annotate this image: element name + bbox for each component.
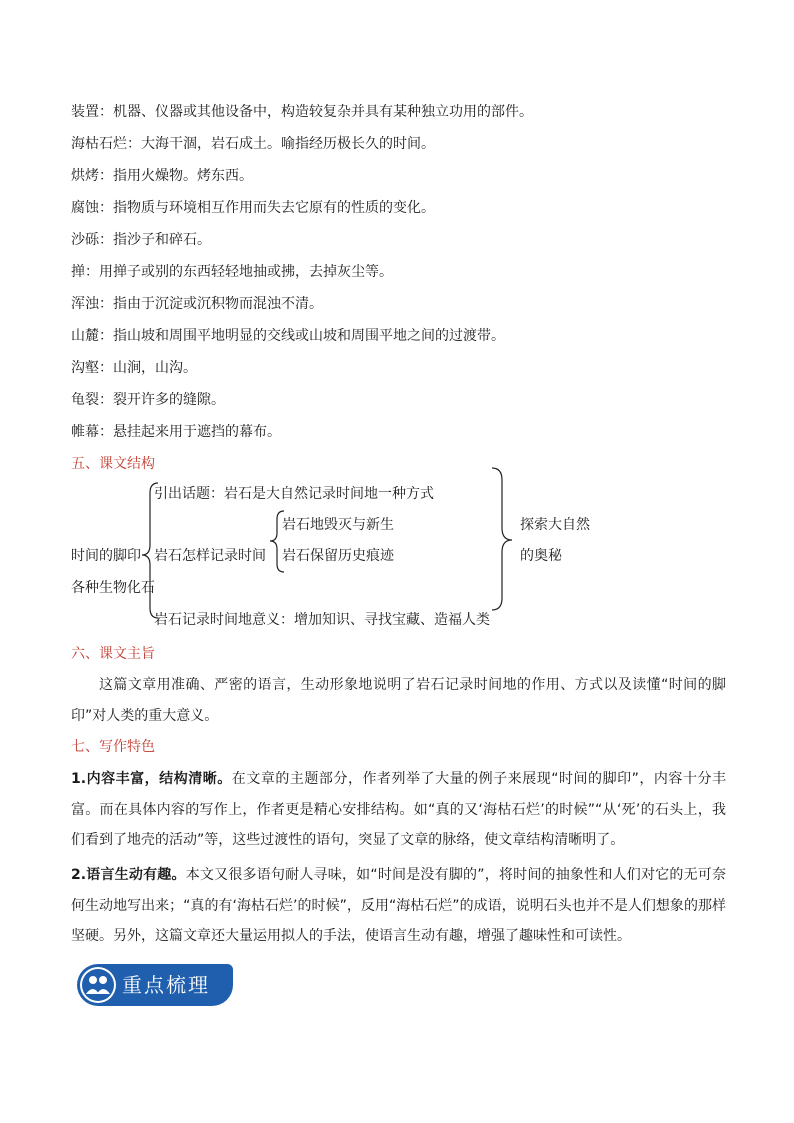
definition-item: 山麓：指山坡和周围平地明显的交线或山坡和周围平地之间的过渡带。	[71, 328, 505, 344]
definition-item: 烘烤：指用火燥物。烤东西。	[71, 168, 253, 184]
section-heading-features: 七、写作特色	[71, 739, 155, 755]
feature-paragraph-2	[71, 860, 726, 952]
feature-2-heading: 2.语言生动有趣。	[71, 867, 186, 883]
definition-item: 浑浊：指由于沉淀或沉积物而混浊不清。	[71, 296, 323, 312]
definition-item: 帷幕：悬挂起来用于遮挡的幕布。	[71, 424, 281, 440]
feature-1-heading: 1.内容丰富，结构清晰。	[71, 771, 232, 787]
definition-item: 沟壑：山涧，山沟。	[71, 360, 197, 376]
structure-branch-how: 岩石怎样记录时间	[154, 548, 266, 564]
definition-item: 海枯石烂：大海干涸，岩石成土。喻指经历极长久的时间。	[71, 136, 435, 152]
definition-item: 装置：机器、仪器或其他设备中，构造较复杂并具有某种独立功用的部件。	[71, 104, 533, 120]
feature-paragraph-1	[71, 764, 726, 856]
section-heading-theme: 六、课文主旨	[71, 646, 155, 662]
theme-paragraph: 这篇文章用准确、严密的语言，生动形象地说明了岩石记录时间地的作用、方式以及读懂“时间的脚印”对人类的重大意义。	[71, 677, 726, 724]
structure-subbranch-trace: 岩石保留历史痕迹	[282, 548, 394, 564]
structure-conclusion-line1: 探索大自然	[520, 517, 590, 533]
feature-1-text: 在文章的主题部分，作者列举了大量的例子来展现“时间的脚印”，内容十分丰富。而在具体内容的写作上，作者更是精心安排结构。如“真的又‘海枯石烂’的时候”“从‘死’的石头上，我们看到了地壳的活动”等，这些过渡性的语句，突显了文章的脉络，使文章结构清晰明了。	[71, 771, 726, 848]
definition-item: 腐蚀：指物质与环境相互作用而失去它原有的性质的变化。	[71, 200, 435, 216]
structure-branch-intro: 引出话题：岩石是大自然记录时间地一种方式	[154, 486, 434, 502]
structure-root-title: 时间的脚印	[71, 548, 141, 564]
section-heading-structure: 五、课文结构	[71, 456, 155, 472]
right-brace	[492, 468, 512, 610]
key-points-title: 重点梳理	[122, 973, 210, 997]
people-icon	[80, 967, 116, 1003]
definition-item: 掸：用掸子或别的东西轻轻地抽或拂，去掉灰尘等。	[71, 264, 393, 280]
definition-item: 沙砾：指沙子和碎石。	[71, 232, 211, 248]
definition-item: 龟裂：裂开许多的缝隙。	[71, 392, 225, 408]
key-points-banner	[77, 964, 233, 1006]
structure-root-fossils: 各种生物化石	[71, 580, 155, 596]
structure-subbranch-destroy: 岩石地毁灭与新生	[282, 517, 394, 533]
structure-conclusion-line2: 的奥秘	[520, 548, 562, 564]
structure-branch-meaning: 岩石记录时间地意义：增加知识、寻找宝藏、造福人类	[154, 612, 490, 628]
feature-2-text: 本文又很多语句耐人寻味，如“时间是没有脚的”，将时间的抽象性和人们对它的无可奈何生动地写出来；“真的有‘海枯石烂’的时候”，反用“海枯石烂”的成语，说明石头也并不是人们想象的那样坚硬。另外，这篇文章还大量运用拟人的手法，使语言生动有趣，增强了趣味性和可读性。	[71, 867, 726, 944]
